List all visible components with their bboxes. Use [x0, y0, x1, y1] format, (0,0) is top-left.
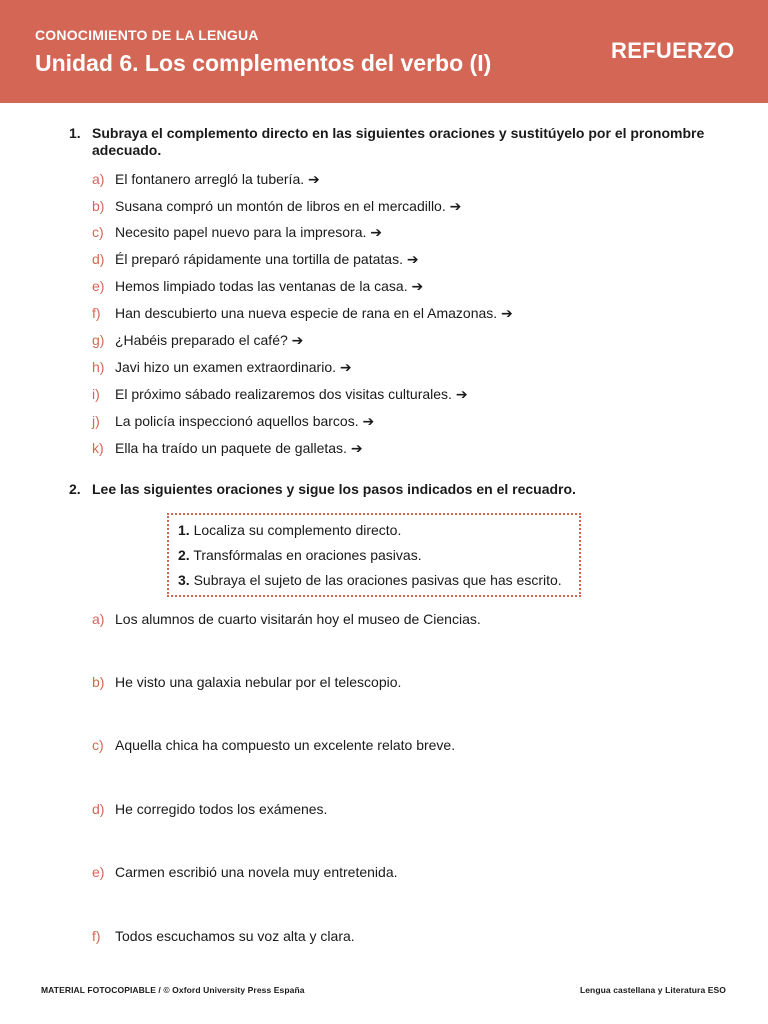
ex1-item-f [92, 305, 513, 322]
ex1-item-e [92, 278, 423, 295]
exercise-2-number: 2. [69, 481, 81, 497]
ex2-item-a [92, 611, 481, 627]
item-text: La policía inspeccionó aquellos barcos. ➔ [115, 413, 375, 429]
item-letter: c) [92, 737, 104, 753]
ex1-item-a [92, 171, 320, 188]
step-text: Subraya el sujeto de las oraciones pasivas que has escrito. [193, 572, 562, 588]
item-letter: f) [92, 928, 101, 944]
item-text: Necesito papel nuevo para la impresora. ➔ [115, 224, 382, 240]
step-number: 1. [178, 522, 190, 538]
item-text: Susana compró un montón de libros en el mercadillo. ➔ [115, 198, 462, 214]
item-letter: k) [92, 440, 104, 456]
item-text: Ella ha traído un paquete de galletas. ➔ [115, 440, 363, 456]
ex2-item-b [92, 674, 401, 690]
step-text: Transfórmalas en oraciones pasivas. [193, 547, 422, 563]
ex1-item-i [92, 386, 468, 403]
step-number: 3. [178, 572, 190, 588]
item-text: He corregido todos los exámenes. [115, 801, 328, 817]
ex2-item-d [92, 801, 327, 817]
step-2 [178, 547, 422, 563]
item-text: Javi hizo un examen extraordinario. ➔ [115, 359, 352, 375]
item-letter: b) [92, 674, 105, 690]
item-text: El próximo sábado realizaremos dos visitas culturales. ➔ [115, 386, 468, 402]
ex1-item-g [92, 332, 303, 349]
item-letter: d) [92, 801, 105, 817]
step-number: 2. [178, 547, 190, 563]
item-letter: e) [92, 278, 105, 294]
item-text: Aquella chica ha compuesto un excelente relato breve. [115, 737, 456, 753]
ex2-item-f [92, 928, 355, 944]
item-letter: d) [92, 251, 105, 267]
item-letter: e) [92, 864, 105, 880]
footer-copyright: MATERIAL FOTOCOPIABLE / © Oxford University Press España [41, 985, 305, 995]
item-letter: c) [92, 224, 104, 240]
item-text: Él preparó rápidamente una tortilla de patatas. ➔ [115, 251, 419, 267]
ex2-item-c [92, 737, 455, 753]
item-text: Hemos limpiado todas las ventanas de la casa. ➔ [115, 278, 424, 294]
item-letter: b) [92, 198, 105, 214]
level-badge: REFUERZO [611, 38, 735, 63]
exercise-1-number: 1. [69, 125, 81, 141]
item-letter: g) [92, 332, 105, 348]
footer-course: Lengua castellana y Literatura ESO [579, 985, 726, 995]
item-text: Todos escuchamos su voz alta y clara. [115, 928, 355, 944]
ex1-item-c [92, 224, 382, 241]
step-3 [178, 572, 562, 588]
page-header [0, 0, 768, 103]
item-text: El fontanero arregló la tubería. ➔ [115, 171, 320, 187]
item-text: He visto una galaxia nebular por el telescopio. [115, 674, 402, 690]
ex1-item-j [92, 413, 374, 430]
item-text: Carmen escribió una novela muy entretenida. [115, 864, 398, 880]
item-letter: i) [92, 386, 100, 402]
ex1-item-k [92, 440, 363, 457]
exercise-1-instruction: Subraya el complemento directo en las siguientes oraciones y sustitúyelo por el pronombre adecuado. [92, 125, 705, 158]
ex1-item-d [92, 251, 419, 268]
step-text: Localiza su complemento directo. [193, 522, 402, 538]
ex1-item-h [92, 359, 352, 376]
step-1 [178, 522, 401, 538]
exercise-2-instruction: Lee las siguientes oraciones y sigue los pasos indicados en el recuadro. [92, 481, 576, 497]
item-letter: a) [92, 171, 105, 187]
item-text: Han descubierto una nueva especie de rana en el Amazonas. ➔ [115, 305, 513, 321]
item-letter: h) [92, 359, 105, 375]
item-letter: j) [92, 413, 100, 429]
unit-title: Unidad 6. Los complementos del verbo (I) [35, 50, 492, 76]
ex1-item-b [92, 198, 461, 215]
section-label: CONOCIMIENTO DE LA LENGUA [35, 27, 259, 43]
item-text: ¿Habéis preparado el café? ➔ [115, 332, 304, 348]
item-text: Los alumnos de cuarto visitarán hoy el museo de Ciencias. [115, 611, 481, 627]
steps-box [167, 513, 581, 597]
item-letter: a) [92, 611, 105, 627]
ex2-item-e [92, 864, 398, 880]
item-letter: f) [92, 305, 101, 321]
